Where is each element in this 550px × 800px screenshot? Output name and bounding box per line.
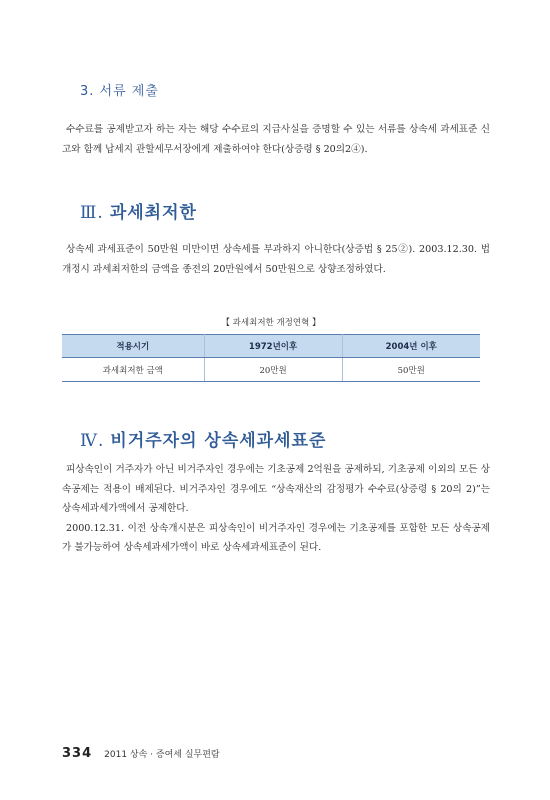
- table-header-cell: 2004년 이후: [342, 335, 480, 358]
- section-iv-numeral: Ⅳ.: [80, 431, 105, 451]
- table-cell: 50만원: [342, 358, 480, 382]
- tax-minimum-revision-table: [62, 334, 480, 382]
- table-header-row: [62, 335, 480, 358]
- section-iii-numeral: Ⅲ.: [80, 203, 104, 223]
- book-title: 2011 상속 · 증여세 실무편람: [104, 750, 220, 760]
- section-iii-heading: [80, 198, 197, 223]
- table-caption: 【 과세최저한 개정연혁 】: [221, 318, 321, 328]
- section-iv-text-1: 피상속인이 거주자가 아닌 비거주자인 경우에는 기초공제 2억원을 공제하되, 기초공제 이외의 모든 상속공제는 적용이 배제된다. 비거주자인 경우에도 “상속재산의 감정평가 수수료(상증령 § 20의 2)”는 상속세과세가액에서 공제한다.: [62, 464, 490, 514]
- section-3-text: 수수료를 공제받고자 하는 자는 해당 수수료의 지급사실을 증명할 수 있는 서류를 상속세 과세표준 신고와 함께 납세지 관할세무서장에게 제출하여야 한다(상증령 § 20의2④).: [62, 124, 490, 155]
- page-number: 334: [62, 746, 93, 761]
- section-3-heading: 3. 서류 제출: [80, 84, 159, 99]
- section-iii-text: 상속세 과세표준이 50만원 미만이면 상속세를 부과하지 아니한다(상증법 § 25②). 2003.12.30. 법개정시 과세최저한의 금액을 종전의 20만원에서 50만원으로 상향조정하였다.: [62, 244, 490, 275]
- section-iv-title: 비거주자의 상속세과세표준: [110, 431, 327, 451]
- section-iv-text-2: 2000.12.31. 이전 상속개시분은 피상속인이 비거주자인 경우에는 기초공제를 포함한 모든 상속공제가 불가능하여 상속세과세가액이 바로 상속세과세표준이 된다.: [62, 522, 490, 553]
- section-iv-paragraphs: [62, 460, 490, 558]
- table-header-cell: 적용시기: [62, 335, 204, 358]
- table-header-cell: 1972년이후: [204, 335, 342, 358]
- section-iii-paragraph: [62, 240, 490, 279]
- page-footer: [62, 742, 220, 761]
- section-3-paragraph: [62, 120, 490, 159]
- section-iii-title: 과세최저한: [109, 203, 197, 223]
- table-cell: 과세최저한 금액: [62, 358, 204, 382]
- section-iv-heading: [80, 426, 326, 451]
- table-cell: 20만원: [204, 358, 342, 382]
- table-row: [62, 358, 480, 382]
